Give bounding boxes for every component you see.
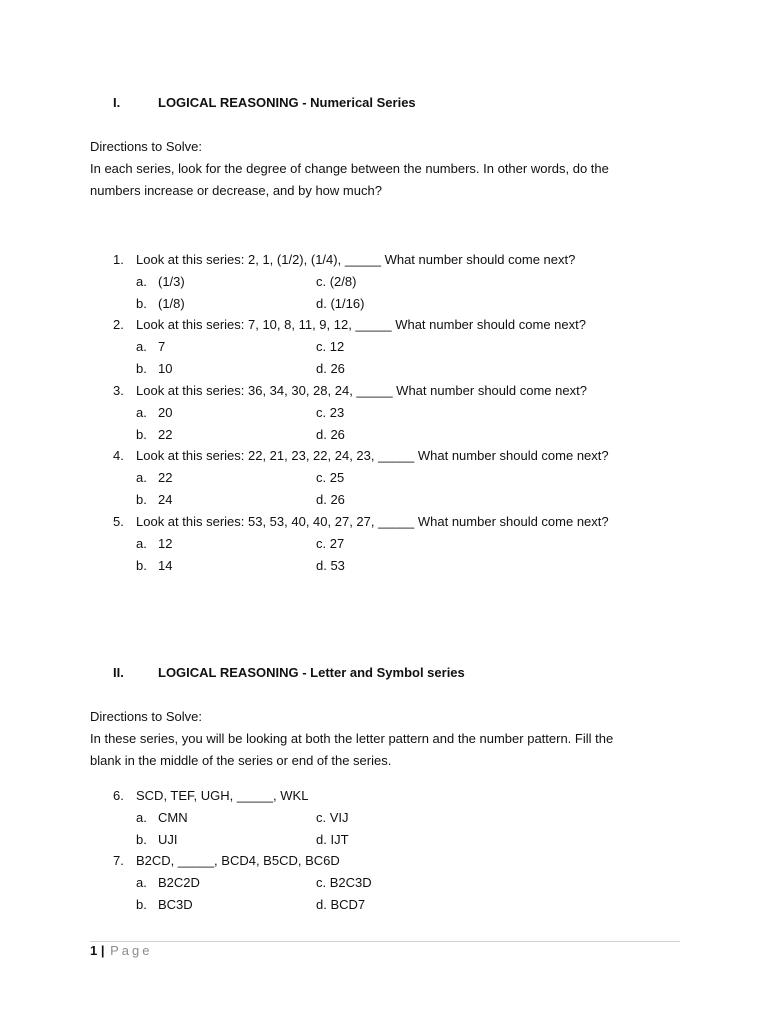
question-6-option-c: c. VIJ [316,810,349,825]
question-6-option-d: d. IJT [316,832,349,847]
question-3-text: Look at this series: 36, 34, 30, 28, 24, _____ What number should come next? [136,383,587,398]
question-7-option-b-letter: b. [136,897,147,912]
question-7-option-c: c. B2C3D [316,875,372,890]
question-4-option-c: c. 25 [316,470,345,485]
question-4-text: Look at this series: 22, 21, 23, 22, 24, 23, _____ What number should come next? [136,448,609,463]
section-2-numeral: II. [113,665,124,680]
footer-page-word: Page [110,943,153,958]
question-1-option-b: (1/8) [158,296,185,311]
question-7-option-d: d. BCD7 [316,897,366,912]
section-1-numeral: I. [113,95,121,110]
question-4-option-b-letter: b. [136,492,147,507]
question-2-option-c: c. 12 [316,339,345,354]
question-1-option-d: d. (1/16) [316,296,365,311]
section-2-directions-line-2: blank in the middle of the series or end of the series. [90,753,392,768]
section-2-directions-heading: Directions to Solve: [90,709,202,724]
question-6-option-a: CMN [158,810,188,825]
question-6-number: 6. [113,788,124,803]
question-7-option-b: BC3D [158,897,193,912]
question-4-option-d: d. 26 [316,492,345,507]
question-3-option-a-letter: a. [136,405,147,420]
question-6-option-b: UJI [158,832,178,847]
section-1-title: LOGICAL REASONING - Numerical Series [158,95,416,110]
question-3-option-c: c. 23 [316,405,345,420]
question-1-number: 1. [113,252,124,267]
question-5-option-b: 14 [158,558,173,573]
question-5-option-c: c. 27 [316,536,345,551]
question-1-option-a-letter: a. [136,274,147,289]
footer-page-number: 1 [90,943,98,958]
question-3-option-b-letter: b. [136,427,147,442]
question-5-text: Look at this series: 53, 53, 40, 40, 27, 27, _____ What number should come next? [136,514,609,529]
question-2-option-d: d. 26 [316,361,345,376]
question-2-option-a: 7 [158,339,166,354]
question-4-option-a: 22 [158,470,173,485]
question-3-option-d: d. 26 [316,427,345,442]
question-1-text: Look at this series: 2, 1, (1/2), (1/4), _____ What number should come next? [136,252,576,267]
question-7-option-a-letter: a. [136,875,147,890]
question-2-number: 2. [113,317,124,332]
question-6-text: SCD, TEF, UGH, _____, WKL [136,788,309,803]
question-1-option-b-letter: b. [136,296,147,311]
section-2-directions-line-1: In these series, you will be looking at both the letter pattern and the number pattern. Fill the [90,731,614,746]
page-footer [90,943,153,958]
question-7-number: 7. [113,853,124,868]
question-7-option-a: B2C2D [158,875,200,890]
question-2-option-b: 10 [158,361,173,376]
section-2-title: LOGICAL REASONING - Letter and Symbol series [158,665,465,680]
question-6-option-a-letter: a. [136,810,147,825]
question-1-option-c: c. (2/8) [316,274,357,289]
question-2-text: Look at this series: 7, 10, 8, 11, 9, 12, _____ What number should come next? [136,317,586,332]
question-3-option-b: 22 [158,427,173,442]
question-4-option-b: 24 [158,492,173,507]
question-3-number: 3. [113,383,124,398]
question-3-option-a: 20 [158,405,173,420]
section-1-directions-line-2: numbers increase or decrease, and by how much? [90,183,382,198]
question-2-option-a-letter: a. [136,339,147,354]
question-5-option-a-letter: a. [136,536,147,551]
question-5-option-a: 12 [158,536,173,551]
question-4-number: 4. [113,448,124,463]
section-1-directions-line-1: In each series, look for the degree of change between the numbers. In other words, do the [90,161,609,176]
question-5-option-d: d. 53 [316,558,345,573]
question-2-option-b-letter: b. [136,361,147,376]
section-1-directions-heading: Directions to Solve: [90,139,202,154]
question-5-number: 5. [113,514,124,529]
footer-separator: | [100,943,105,958]
question-7-text: B2CD, _____, BCD4, B5CD, BC6D [136,853,340,868]
question-6-option-b-letter: b. [136,832,147,847]
question-4-option-a-letter: a. [136,470,147,485]
footer-divider [90,941,680,942]
question-5-option-b-letter: b. [136,558,147,573]
question-1-option-a: (1/3) [158,274,185,289]
